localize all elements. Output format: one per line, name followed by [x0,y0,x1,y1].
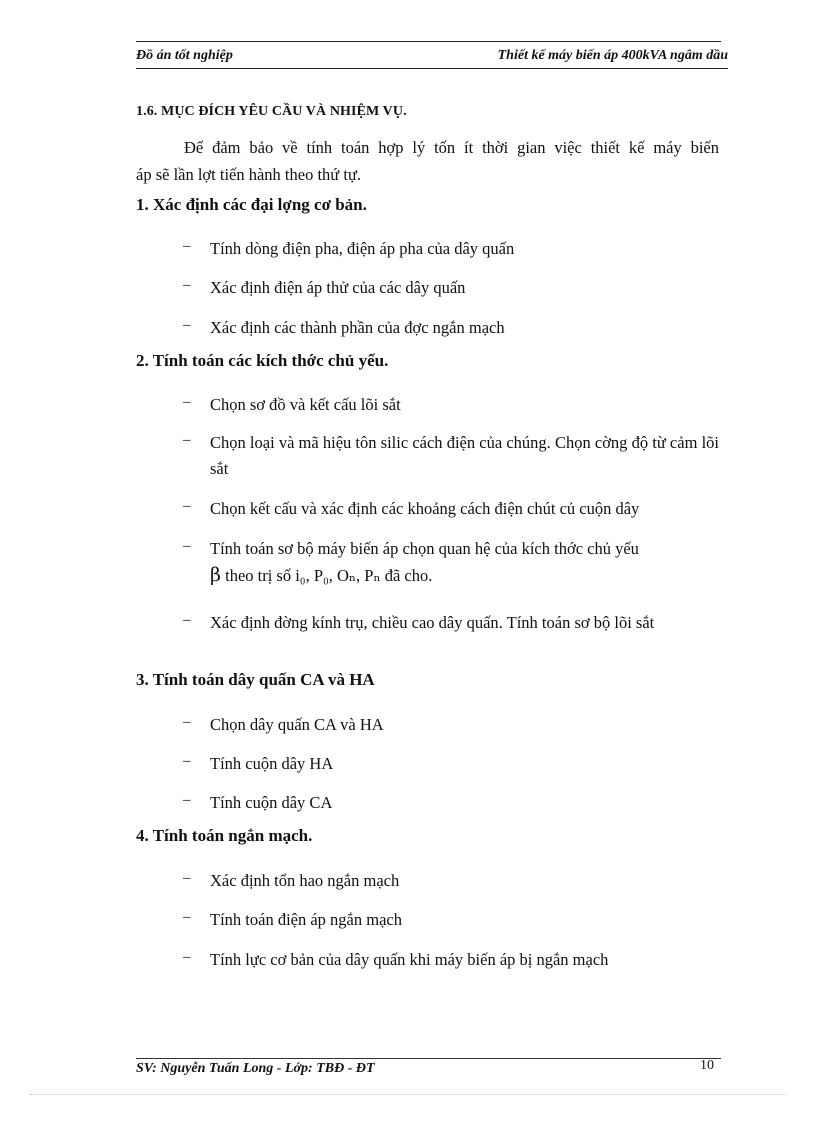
list-item: – Xác định đờng kính trụ, chiều cao dây quấn. Tính toán sơ bộ lõi sắt [183,610,719,636]
list-item: – Tính cuộn dây CA [183,790,719,816]
list-item: – Chọn kết cấu và xác định các khoảng cách điện chút củ cuộn dây [183,496,719,522]
dash-bullet: – [183,753,191,769]
dash-bullet: – [183,498,191,514]
dash-bullet: – [183,870,191,886]
section-title: 1.6. MỤC ĐÍCH YÊU CẦU VÀ NHIỆM VỤ. [136,104,407,119]
header-right-title: Thiết kế máy biến áp 400kVA ngâm dầu [497,48,728,63]
list-item: – Chọn dây quấn CA và HA [183,712,719,738]
beta-symbol: β [210,564,221,586]
dash-bullet: – [183,432,191,448]
list-item: – Tính toán điện áp ngắn mạch [183,907,719,933]
intro-paragraph [136,134,719,188]
dash-bullet: – [183,538,191,554]
page-number: 10 [700,1058,714,1073]
footer-student-info: SV: Nguyễn Tuấn Long - Lớp: TBĐ - ĐT [136,1061,375,1076]
list-item: – Tính lực cơ bản của dây quấn khi máy biến áp bị ngắn mạch [183,947,719,973]
dash-bullet: – [183,394,191,410]
list-item: – Xác định tổn hao ngắn mạch [183,868,719,894]
dash-bullet: – [183,792,191,808]
dash-bullet: – [183,238,191,254]
heading-section-2: 2. Tính toán các kích thớc chủ yếu. [136,351,389,370]
dash-bullet: – [183,949,191,965]
heading-section-4: 4. Tính toán ngắn mạch. [136,826,313,845]
dash-bullet: – [183,612,191,628]
dash-bullet: – [183,317,191,333]
page-bottom-dotted-divider [30,1094,786,1095]
heading-section-3: 3. Tính toán dây quấn CA và HA [136,670,375,689]
header-left-title: Đồ án tốt nghiệp [136,48,233,63]
footer-rule [136,1058,721,1059]
list-item: – Tính toán sơ bộ máy biến áp chọn quan hệ của kích thớc chủ yếu β theo trị số i₀, P₀, Oₙ, Pₙ đã cho. [183,536,719,589]
list-item: – Tính cuộn dây HA [183,751,719,777]
list-item: – Tính dòng điện pha, điện áp pha của dây quấn [183,236,719,262]
list-item: – Xác định các thành phần của đợc ngắn mạch [183,315,719,341]
dash-bullet: – [183,277,191,293]
list-item: – Chọn sơ đồ và kết cấu lõi sắt [183,392,719,418]
dash-bullet: – [183,714,191,730]
header-top-rule [136,41,721,42]
list-item-continuation: β theo trị số i₀, P₀, Oₙ, Pₙ đã cho. [210,564,433,586]
dash-bullet: – [183,909,191,925]
list-item: – Chọn loại và mã hiệu tôn silic cách điện của chúng. Chọn cờng độ từ cảm lõi sắt [183,430,719,482]
page-header [136,46,728,69]
list-item: – Xác định điện áp thử của các dây quấn [183,275,719,301]
heading-section-1: 1. Xác định các đại lợng cơ bản. [136,195,367,214]
intro-line-2: áp sẽ lần lợt tiến hành theo thứ tự. [136,165,362,184]
intro-line-1: Để đảm bảo về tính toán hợp lý tốn ít thời gian việc thiết kế máy biến [184,138,719,157]
